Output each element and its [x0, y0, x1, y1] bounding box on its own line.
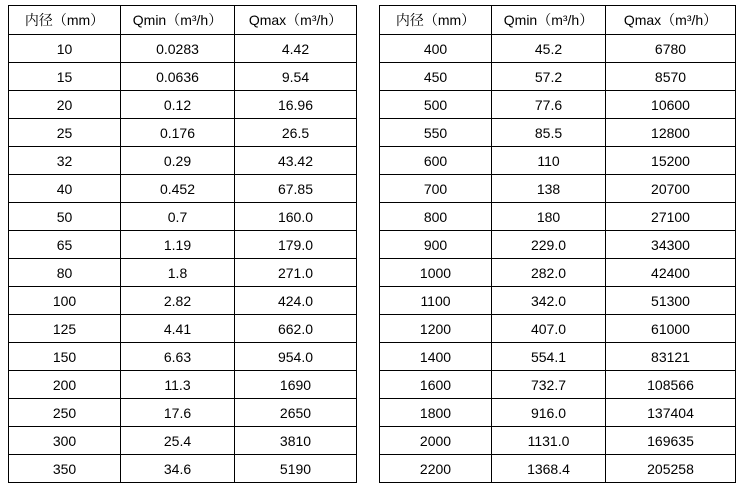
- cell-qmax: 179.0: [235, 231, 357, 259]
- cell-inner-diameter: 150: [9, 343, 121, 371]
- cell-qmax: 27100: [606, 203, 736, 231]
- table-row: [380, 259, 736, 287]
- cell-qmin: 229.0: [492, 231, 606, 259]
- cell-qmin: 1368.4: [492, 455, 606, 483]
- table-row: [380, 427, 736, 455]
- table-row: [9, 35, 357, 63]
- table-row: [9, 175, 357, 203]
- cell-qmax: 83121: [606, 343, 736, 371]
- table-row: [380, 119, 736, 147]
- cell-qmin: 57.2: [492, 63, 606, 91]
- table-row: [9, 371, 357, 399]
- table-row: [380, 175, 736, 203]
- cell-qmax: 61000: [606, 315, 736, 343]
- table-row: [380, 147, 736, 175]
- cell-qmax: 34300: [606, 231, 736, 259]
- cell-qmax: 169635: [606, 427, 736, 455]
- table-row: [9, 147, 357, 175]
- cell-inner-diameter: 600: [380, 147, 492, 175]
- cell-qmax: 108566: [606, 371, 736, 399]
- cell-inner-diameter: 1000: [380, 259, 492, 287]
- table-row: [9, 119, 357, 147]
- table-row: [380, 63, 736, 91]
- cell-qmin: 1.8: [121, 259, 235, 287]
- table-row: [9, 455, 357, 483]
- cell-qmin: 0.0636: [121, 63, 235, 91]
- table-header-row: [9, 6, 357, 35]
- cell-qmax: 10600: [606, 91, 736, 119]
- cell-qmin: 34.6: [121, 455, 235, 483]
- column-header-inner-diameter: 内径（mm）: [380, 6, 492, 35]
- cell-inner-diameter: 25: [9, 119, 121, 147]
- cell-qmax: 3810: [235, 427, 357, 455]
- table-row: [380, 399, 736, 427]
- cell-inner-diameter: 1100: [380, 287, 492, 315]
- cell-qmax: 67.85: [235, 175, 357, 203]
- cell-qmin: 0.0283: [121, 35, 235, 63]
- cell-inner-diameter: 250: [9, 399, 121, 427]
- table-row: [9, 343, 357, 371]
- cell-inner-diameter: 15: [9, 63, 121, 91]
- cell-qmin: 0.176: [121, 119, 235, 147]
- cell-qmin: 732.7: [492, 371, 606, 399]
- cell-qmax: 15200: [606, 147, 736, 175]
- cell-inner-diameter: 125: [9, 315, 121, 343]
- table-row: [9, 399, 357, 427]
- column-header-qmin: Qmin（m³/h）: [121, 6, 235, 35]
- cell-qmin: 0.7: [121, 203, 235, 231]
- cell-qmin: 85.5: [492, 119, 606, 147]
- cell-qmin: 342.0: [492, 287, 606, 315]
- cell-qmax: 6780: [606, 35, 736, 63]
- table-body-left: [9, 35, 357, 483]
- cell-inner-diameter: 20: [9, 91, 121, 119]
- cell-qmax: 51300: [606, 287, 736, 315]
- table-row: [380, 455, 736, 483]
- cell-inner-diameter: 65: [9, 231, 121, 259]
- cell-inner-diameter: 450: [380, 63, 492, 91]
- cell-inner-diameter: 300: [9, 427, 121, 455]
- table-body-right: [380, 35, 736, 483]
- cell-qmin: 407.0: [492, 315, 606, 343]
- cell-qmax: 424.0: [235, 287, 357, 315]
- cell-qmin: 0.452: [121, 175, 235, 203]
- table-row: [9, 63, 357, 91]
- cell-qmax: 20700: [606, 175, 736, 203]
- cell-qmin: 11.3: [121, 371, 235, 399]
- cell-qmin: 916.0: [492, 399, 606, 427]
- cell-qmin: 45.2: [492, 35, 606, 63]
- cell-qmin: 4.41: [121, 315, 235, 343]
- column-header-qmax: Qmax（m³/h）: [235, 6, 357, 35]
- cell-inner-diameter: 1800: [380, 399, 492, 427]
- column-header-qmin: Qmin（m³/h）: [492, 6, 606, 35]
- cell-qmax: 137404: [606, 399, 736, 427]
- table-row: [380, 91, 736, 119]
- table-row: [380, 371, 736, 399]
- cell-inner-diameter: 40: [9, 175, 121, 203]
- cell-qmin: 138: [492, 175, 606, 203]
- table-row: [9, 91, 357, 119]
- cell-inner-diameter: 200: [9, 371, 121, 399]
- table-row: [380, 315, 736, 343]
- cell-qmax: 26.5: [235, 119, 357, 147]
- column-header-inner-diameter: 内径（mm）: [9, 6, 121, 35]
- cell-qmax: 205258: [606, 455, 736, 483]
- cell-qmin: 25.4: [121, 427, 235, 455]
- cell-qmin: 2.82: [121, 287, 235, 315]
- flow-range-table-right: [379, 5, 736, 483]
- cell-inner-diameter: 350: [9, 455, 121, 483]
- cell-qmin: 0.12: [121, 91, 235, 119]
- table-row: [9, 259, 357, 287]
- cell-inner-diameter: 10: [9, 35, 121, 63]
- table-row: [9, 315, 357, 343]
- cell-qmax: 42400: [606, 259, 736, 287]
- cell-inner-diameter: 400: [380, 35, 492, 63]
- cell-qmax: 12800: [606, 119, 736, 147]
- cell-inner-diameter: 500: [380, 91, 492, 119]
- cell-qmax: 954.0: [235, 343, 357, 371]
- cell-inner-diameter: 2200: [380, 455, 492, 483]
- cell-qmin: 180: [492, 203, 606, 231]
- table-row: [9, 231, 357, 259]
- cell-qmin: 1131.0: [492, 427, 606, 455]
- cell-qmin: 1.19: [121, 231, 235, 259]
- cell-qmax: 16.96: [235, 91, 357, 119]
- cell-inner-diameter: 100: [9, 287, 121, 315]
- cell-qmax: 271.0: [235, 259, 357, 287]
- table-row: [9, 287, 357, 315]
- cell-qmax: 662.0: [235, 315, 357, 343]
- cell-qmax: 2650: [235, 399, 357, 427]
- cell-qmax: 5190: [235, 455, 357, 483]
- column-header-qmax: Qmax（m³/h）: [606, 6, 736, 35]
- cell-qmin: 554.1: [492, 343, 606, 371]
- cell-inner-diameter: 550: [380, 119, 492, 147]
- cell-qmax: 4.42: [235, 35, 357, 63]
- cell-inner-diameter: 1600: [380, 371, 492, 399]
- cell-inner-diameter: 2000: [380, 427, 492, 455]
- cell-inner-diameter: 700: [380, 175, 492, 203]
- cell-inner-diameter: 50: [9, 203, 121, 231]
- tables-container: [0, 5, 750, 483]
- cell-qmin: 110: [492, 147, 606, 175]
- table-row: [380, 287, 736, 315]
- table-row: [380, 203, 736, 231]
- table-row: [380, 231, 736, 259]
- table-row: [9, 427, 357, 455]
- cell-inner-diameter: 32: [9, 147, 121, 175]
- cell-inner-diameter: 1200: [380, 315, 492, 343]
- cell-qmin: 6.63: [121, 343, 235, 371]
- flow-range-table-left: [8, 5, 357, 483]
- cell-qmax: 8570: [606, 63, 736, 91]
- cell-qmax: 43.42: [235, 147, 357, 175]
- cell-qmax: 9.54: [235, 63, 357, 91]
- cell-qmin: 17.6: [121, 399, 235, 427]
- cell-qmin: 282.0: [492, 259, 606, 287]
- cell-inner-diameter: 1400: [380, 343, 492, 371]
- cell-inner-diameter: 900: [380, 231, 492, 259]
- table-row: [9, 203, 357, 231]
- cell-qmax: 160.0: [235, 203, 357, 231]
- cell-qmax: 1690: [235, 371, 357, 399]
- table-row: [380, 35, 736, 63]
- cell-qmin: 0.29: [121, 147, 235, 175]
- cell-inner-diameter: 80: [9, 259, 121, 287]
- cell-qmin: 77.6: [492, 91, 606, 119]
- table-row: [380, 343, 736, 371]
- cell-inner-diameter: 800: [380, 203, 492, 231]
- table-header-row: [380, 6, 736, 35]
